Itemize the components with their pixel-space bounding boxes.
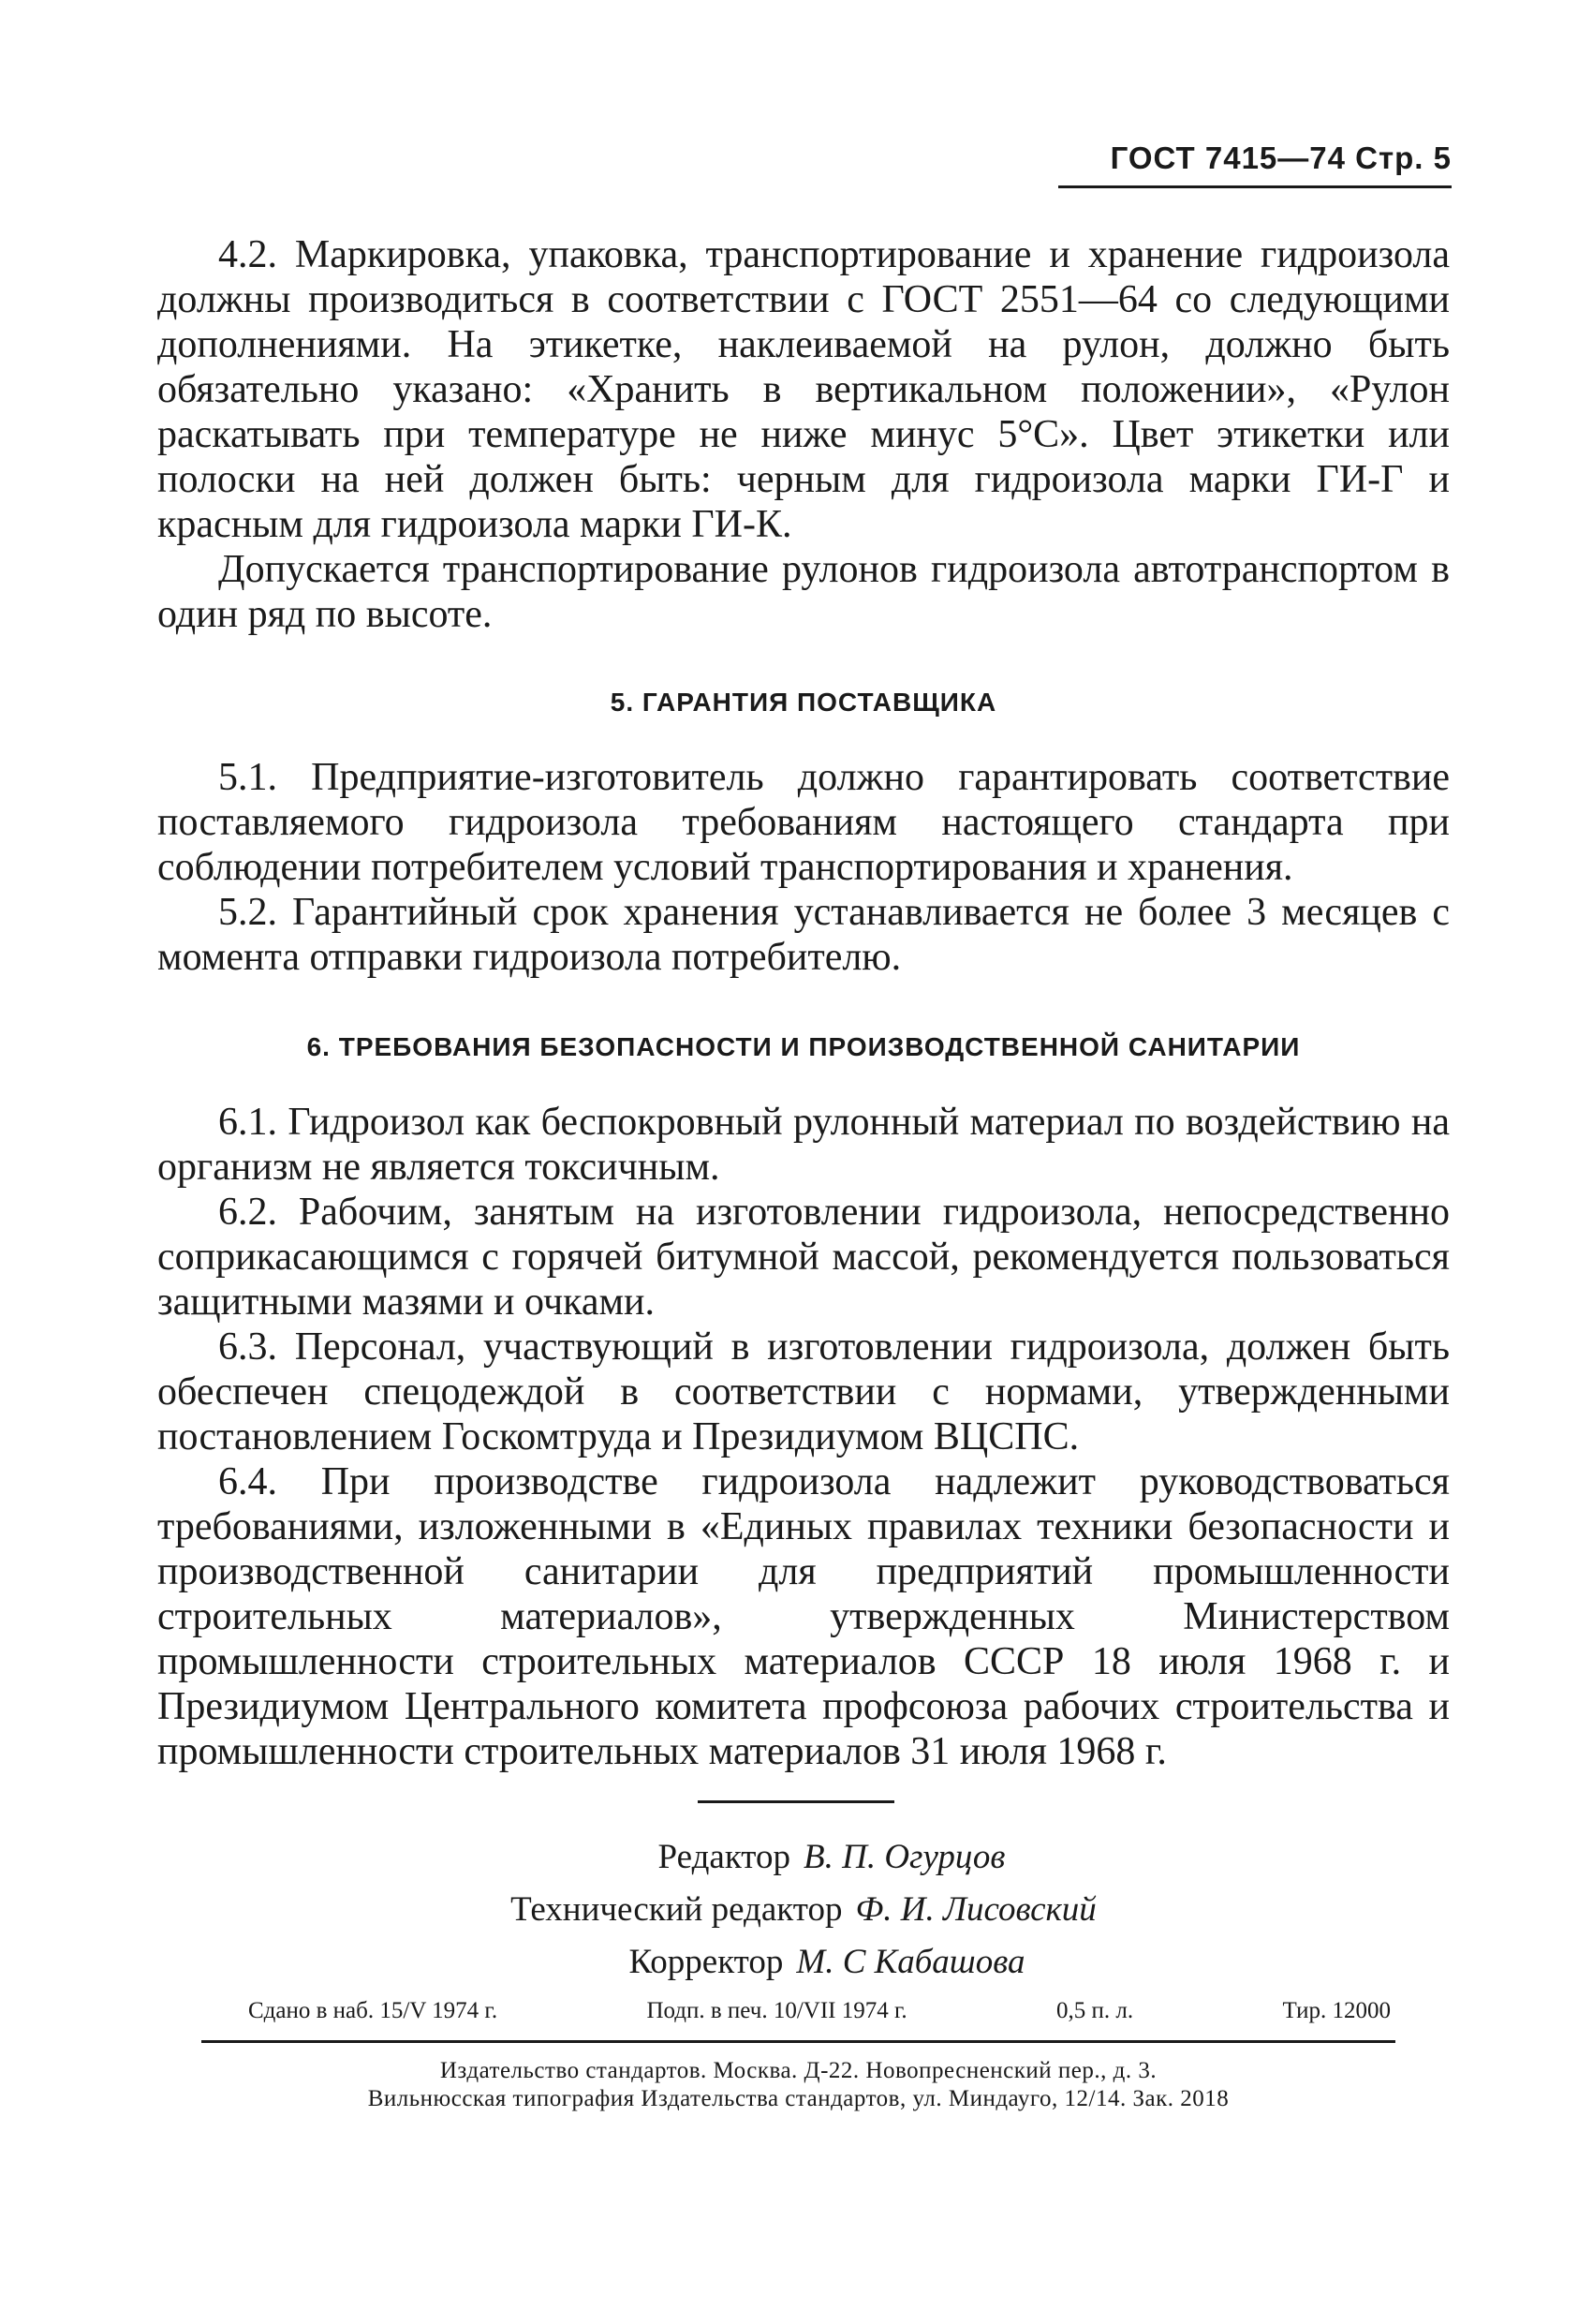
imprint-submitted: Сдано в наб. 15/V 1974 г. bbox=[248, 1998, 498, 2023]
paragraph-5-2: 5.2. Гарантийный срок хранения устанавливается не более 3 месяцев с момента отправки гидроизола потребителю. bbox=[157, 891, 1450, 979]
imprint-signed: Подп. в печ. 10/VII 1974 г. bbox=[646, 1998, 907, 2023]
divider-rule bbox=[698, 1800, 894, 1803]
credit-technical-editor bbox=[157, 1884, 1450, 1936]
credit-role: Редактор bbox=[657, 1838, 790, 1876]
paragraph-6-1: 6.1. Гидроизол как беспокровный рулонный материал по воздействию на организм не является токсичным. bbox=[157, 1101, 1450, 1189]
imprint-row bbox=[248, 1998, 1391, 2034]
paragraph-4-2-addendum: Допускается транспортирование рулонов гидроизола автотранспортом в один ряд по высоте. bbox=[157, 548, 1450, 636]
document-body bbox=[157, 232, 1450, 1774]
header-rule bbox=[1058, 185, 1452, 188]
credit-role: Технический редактор bbox=[510, 1890, 843, 1929]
imprint-rule bbox=[201, 2040, 1395, 2043]
credit-role: Корректор bbox=[628, 1943, 784, 1981]
paragraph-6-4: 6.4. При производстве гидроизола надлежит руководствоваться требованиями, изложенными в «Единых правилах техники безопасности и производственной санитарии для предприятий промышленности строительных материалов», утвержденных Министерством промышленности строительных материалов СССР 18 июля 1968 г. и Президиумом Центрального комитета профсоюза рабочих строительства и промышленности строительных материалов 31 июля 1968 г. bbox=[157, 1460, 1450, 1773]
imprint-block bbox=[248, 1998, 1391, 2034]
paragraph-6-3: 6.3. Персонал, участвующий в изготовлении гидроизола, должен быть обеспечен спецодеждой в соответствии с нормами, утвержденными постановлением Госкомтруда и Президиумом ВЦСПС. bbox=[157, 1325, 1450, 1458]
credit-editor bbox=[214, 1831, 1450, 1884]
paragraph-6-2: 6.2. Рабочим, занятым на изготовлении гидроизола, непосредственно соприкасающимся с горячей битумной массой, рекомендуется пользоваться защитными мазями и очками. bbox=[157, 1191, 1450, 1324]
page-header: ГОСТ 7415—74 Стр. 5 bbox=[1110, 141, 1452, 175]
publisher-block bbox=[201, 2057, 1395, 2113]
credit-proofreader bbox=[204, 1936, 1450, 1989]
paragraph-5-1: 5.1. Предприятие-изготовитель должно гарантировать соответствие поставляемого гидроизола требованиям настоящего стандарта при соблюдении потребителем условий транспортирования и хранения. bbox=[157, 756, 1450, 889]
publisher-line-2: Вильнюсская типография Издательства стандартов, ул. Миндауго, 12/14. Зак. 2018 bbox=[367, 2086, 1230, 2111]
section-title-5: 5. ГАРАНТИЯ ПОСТАВЩИКА bbox=[610, 688, 997, 717]
imprint-sheets: 0,5 п. л. bbox=[1056, 1998, 1134, 2023]
publisher-line-1: Издательство стандартов. Москва. Д-22. Новопресненский пер., д. 3. bbox=[439, 2058, 1158, 2083]
credits-block bbox=[157, 1831, 1450, 1989]
credit-name: Ф. И. Лисовский bbox=[855, 1890, 1097, 1929]
section-title-6: 6. ТРЕБОВАНИЯ БЕЗОПАСНОСТИ И ПРОИЗВОДСТВЕННОЙ САНИТАРИИ bbox=[306, 1032, 1301, 1061]
imprint-run: Тир. 12000 bbox=[1282, 1998, 1391, 2023]
credit-name: М. С Кабашова bbox=[796, 1943, 1025, 1981]
credit-name: В. П. Огурцов bbox=[804, 1838, 1006, 1876]
paragraph-4-2: 4.2. Маркировка, упаковка, транспортирование и хранение гидроизола должны производиться в соответствии с ГОСТ 2551—64 со следующими дополнениями. На этикетке, наклеиваемой на рулон, должно быть обязательно указано: «Хранить в вертикальном положении», «Рулон раскатывать при температуре не ниже минус 5°С». Цвет этикетки или полоски на ней должен быть: черным для гидроизола марки ГИ-Г и красным для гидроизола марки ГИ-К. bbox=[157, 233, 1450, 546]
